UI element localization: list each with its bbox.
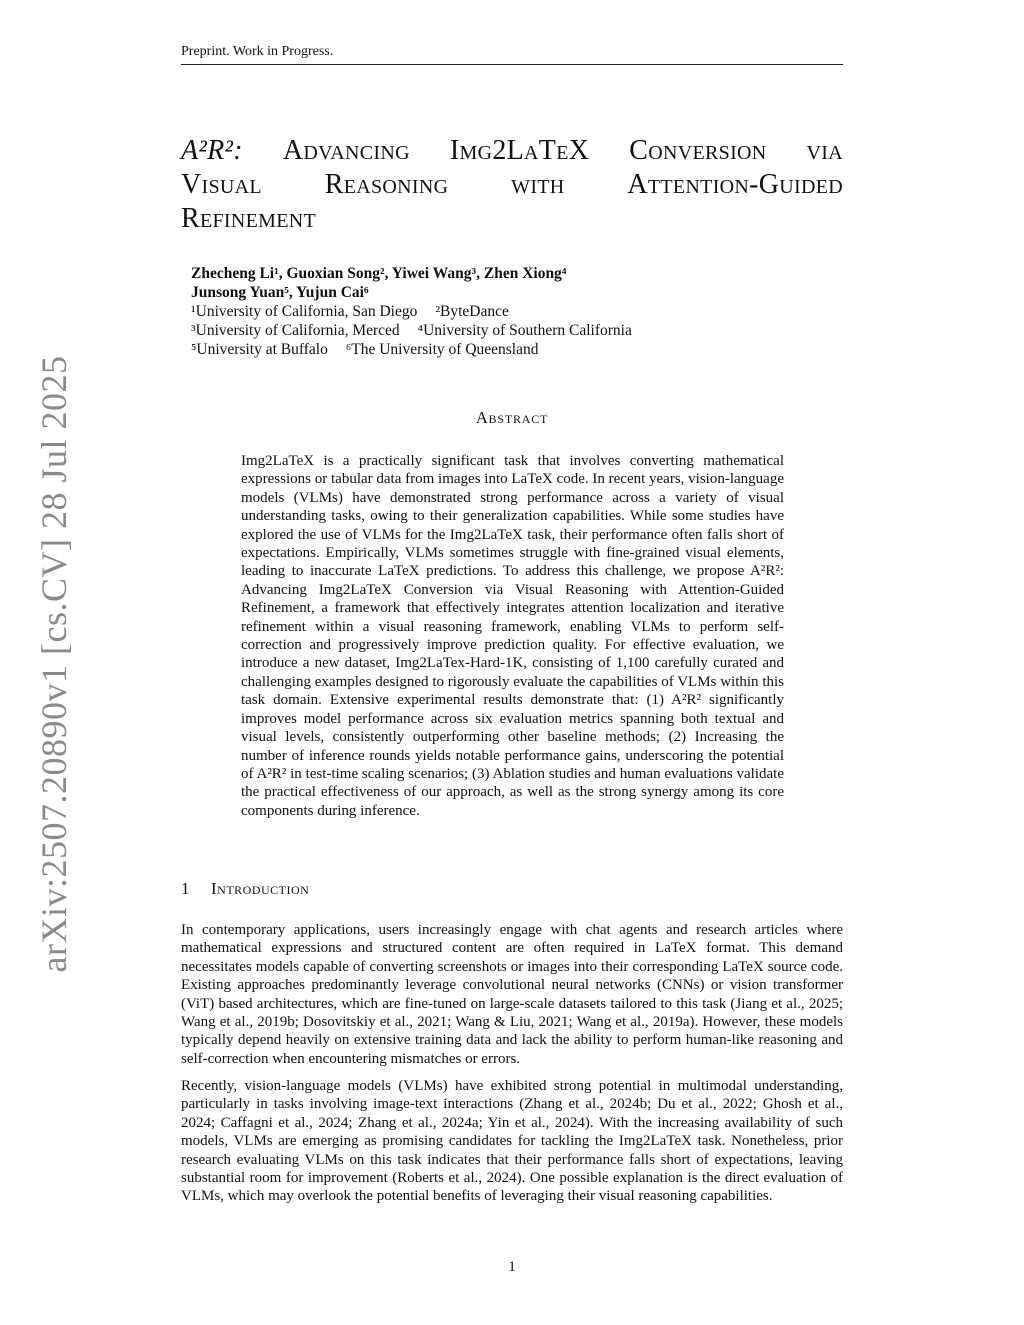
affiliation-line [191,321,831,340]
title-a2r2: A²R²: [181,135,243,166]
affiliation: ²ByteDance [435,303,509,320]
title-word: Reasoning [324,169,449,200]
affiliation: ³University of California, Merced [191,322,400,339]
title-line-2 [181,168,843,202]
title-word: Conversion [629,135,767,166]
affiliation: ⁶The University of Queensland [345,341,539,358]
running-header: Preprint. Work in Progress. [181,44,843,65]
affiliation-line [191,340,831,359]
title-word: with [511,169,565,200]
title-word: Advancing [282,135,410,166]
affiliation: ¹University of California, San Diego [191,303,418,320]
paper-title [181,134,843,236]
title-word: Visual [181,169,262,200]
title-word: Img2LaTeX [449,135,590,166]
title-word: via [806,135,843,166]
title-word: Attention-Guided [627,169,843,200]
author-block [191,264,831,359]
page-number: 1 [508,1259,516,1275]
title-line-3 [181,202,843,236]
affiliation-line [191,302,831,321]
section-heading-introduction [181,879,309,899]
arxiv-side-stamp: arXiv:2507.20890v1 [cs.CV] 28 Jul 2025 [34,355,74,973]
abstract-heading: Abstract [475,408,549,427]
affiliation: ⁴University of Southern California [417,322,632,339]
affiliation: ⁵University at Buffalo [191,341,328,358]
title-word: Refinement [181,203,316,234]
section-number: 1 [181,879,190,898]
intro-paragraph-2: Recently, vision-language models (VLMs) have exhibited strong potential in multimodal understanding, particularly in tasks involving image-text interactions (Zhang et al., 2024b; Du et al., 2022; Ghosh et al., 2024; Caffagni et al., 2024; Zhang et al., 2024a; Yin et al., 2024). With the increasing availability of such models, VLMs are emerging as promising candidates for tackling the Img2LaTeX task. Nonetheless, prior research evaluating VLMs on this task indicates that their performance falls short of expectations, leaving substantial room for improvement (Roberts et al., 2024). One possible explanation is the direct evaluation of VLMs, which may overlook the potential benefits of leveraging their visual reasoning capabilities. [181,1078,843,1205]
intro-paragraph-1: In contemporary applications, users increasingly engage with chat agents and research articles where mathematical expressions and structured content are often required in LaTeX format. This demand necessitates models capable of converting screenshots or images into their corresponding LaTeX source code. Existing approaches predominantly leverage convolutional neural networks (CNNs) or vision transformer (ViT) based architectures, which are fine-tuned on large-scale datasets tailored to this task (Jiang et al., 2025; Wang et al., 2019b; Dosovitskiy et al., 2021; Wang & Liu, 2021; Wang et al., 2019a). However, these models typically depend heavily on extensive training data and lack the ability to perform human-like reasoning and self-correction when encountering mismatches or errors. [181,922,843,1067]
section-title: Introduction [211,879,310,898]
abstract-body: Img2LaTeX is a practically significant task that involves converting mathematical expressions or tabular data from images into LaTeX code. In recent years, vision-language models (VLMs) have demonstrated strong performance across a variety of visual understanding tasks, owing to their generalization capabilities. While some studies have explored the use of VLMs for the Img2LaTeX task, their performance often falls short of expectations. Empirically, VLMs sometimes struggle with fine-grained visual elements, leading to inaccurate LaTeX predictions. To address this challenge, we propose A²R²: Advancing Img2LaTeX Conversion via Visual Reasoning with Attention-Guided Refinement, a framework that effectively integrates attention localization and iterative refinement within a visual reasoning framework, enabling VLMs to perform self-correction and progressively improve prediction quality. For effective evaluation, we introduce a new dataset, Img2LaTex-Hard-1K, consisting of 1,100 carefully curated and challenging examples designed to rigorously evaluate the capabilities of VLMs within this task domain. Extensive experimental results demonstrate that: (1) A²R² significantly improves model performance across six evaluation metrics spanning both textual and visual levels, consistently outperforming other baseline methods; (2) Increasing the number of inference rounds yields notable performance gains, underscoring the potential of A²R² in test-time scaling scenarios; (3) Ablation studies and human evaluations validate the practical effectiveness of our approach, as well as the strong synergy among its core components during inference. [241,453,784,819]
author-names-line-2: Junsong Yuan⁵, Yujun Cai⁶ [191,284,369,301]
author-names-line-1: Zhecheng Li¹, Guoxian Song², Yiwei Wang³, Zhen Xiong⁴ [191,265,567,282]
title-line-1 [181,134,843,168]
